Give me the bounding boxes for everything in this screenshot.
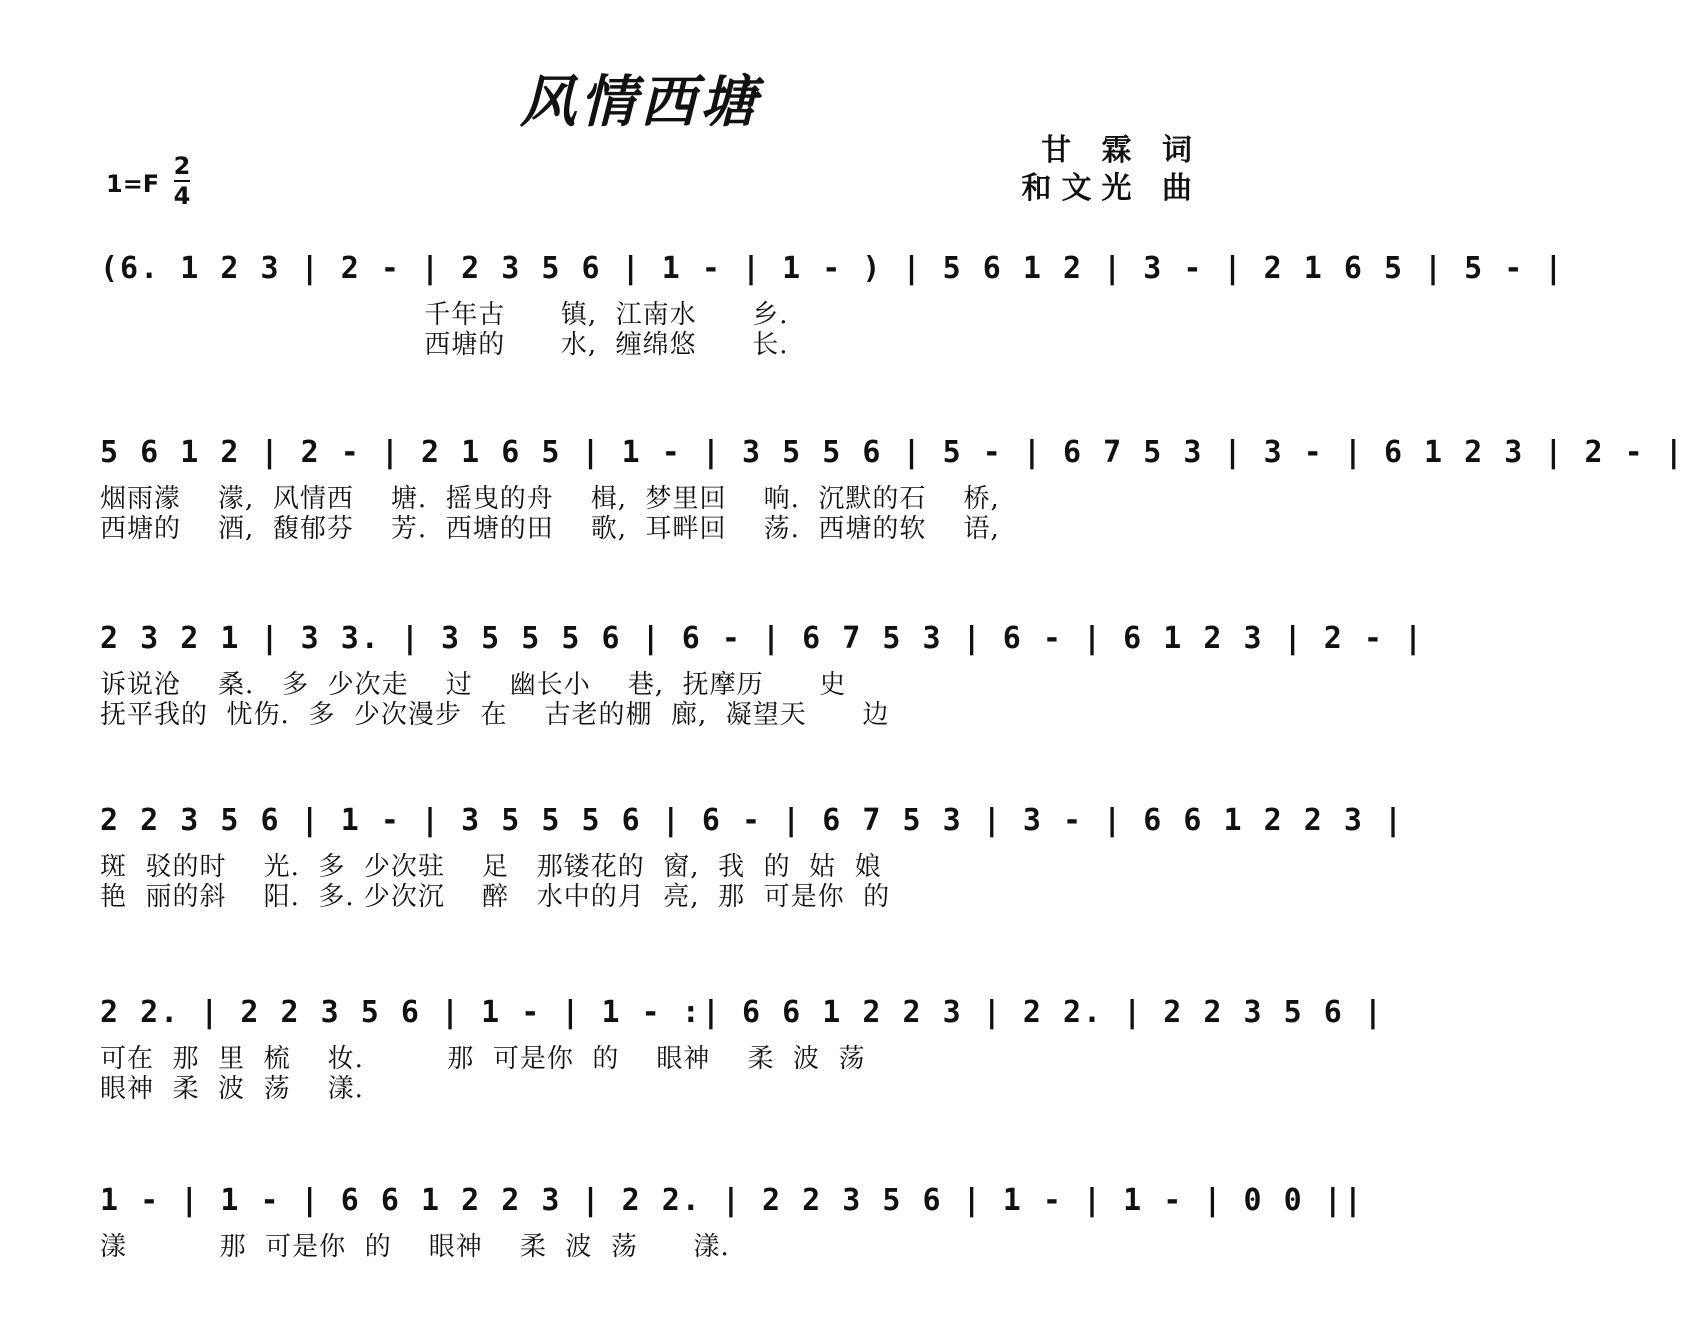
notation-line: 2 3 2 1 | 3 3. | 3 5 5 5 6 | 6 - | 6 7 5 3 | 6 - | 6 1 2 3 | 2 - | [100, 621, 1425, 656]
composer-credit: 和文光 曲 [1021, 171, 1202, 206]
lyric-verse-1: 斑 驳的时 光. 多 少次驻 足 那镂花的 窗, 我 的 姑 娘 [100, 852, 882, 882]
lyric-verse-1: 烟雨濛 濛, 风情西 塘. 摇曳的舟 楫, 梦里回 响. 沉默的石 桥, [100, 484, 1000, 514]
lyric-verse-2: 艳 丽的斜 阳. 多. 少次沉 醉 水中的月 亮, 那 可是你 的 [100, 882, 891, 912]
lyric-verse-2: 抚平我的 忧伤. 多 少次漫步 在 古老的棚 廊, 凝望天 边 [100, 700, 890, 730]
lyric-verse-1: 千年古 镇, 江南水 乡. [100, 300, 789, 330]
key-signature: 1=F [106, 170, 160, 198]
notation-line: (6. 1 2 3 | 2 - | 2 3 5 6 | 1 - | 1 - ) | 5 6 1 2 | 3 - | 2 1 6 5 | 5 - | [100, 251, 1565, 286]
lyric-verse-1: 诉说沧 桑. 多 少次走 过 幽长小 巷, 抚摩历 史 [100, 670, 847, 700]
lyric-verse-1: 漾 那 可是你 的 眼神 柔 波 荡 漾. [100, 1232, 730, 1262]
notation-line: 2 2. | 2 2 3 5 6 | 1 - | 1 - :| 6 6 1 2 2 3 | 2 2. | 2 2 3 5 6 | [100, 995, 1384, 1030]
lyric-verse-2: 眼神 柔 波 荡 漾. [100, 1074, 364, 1104]
time-signature-bottom: 4 [173, 182, 191, 210]
song-title: 风情西塘 [520, 69, 760, 135]
notation-line: 2 2 3 5 6 | 1 - | 3 5 5 5 6 | 6 - | 6 7 5 3 | 3 - | 6 6 1 2 2 3 | [100, 803, 1404, 838]
notation-line: 1 - | 1 - | 6 6 1 2 2 3 | 2 2. | 2 2 3 5 6 | 1 - | 1 - | 0 0 || [100, 1183, 1364, 1218]
lyricist-credit: 甘 霖 词 [1041, 133, 1202, 168]
time-signature [172, 152, 192, 210]
lyric-verse-1: 可在 那 里 梳 妆. 那 可是你 的 眼神 柔 波 荡 [100, 1044, 866, 1074]
time-signature-top: 2 [173, 152, 191, 180]
lyric-verse-2: 西塘的 水, 缠绵悠 长. [100, 330, 789, 360]
notation-line: 5 6 1 2 | 2 - | 2 1 6 5 | 1 - | 3 5 5 6 | 5 - | 6 7 5 3 | 3 - | 6 1 2 3 | 2 - | [100, 435, 1685, 470]
lyric-verse-2: 西塘的 酒, 馥郁芬 芳. 西塘的田 歌, 耳畔回 荡. 西塘的软 语, [100, 514, 1000, 544]
credits [1022, 132, 1202, 208]
